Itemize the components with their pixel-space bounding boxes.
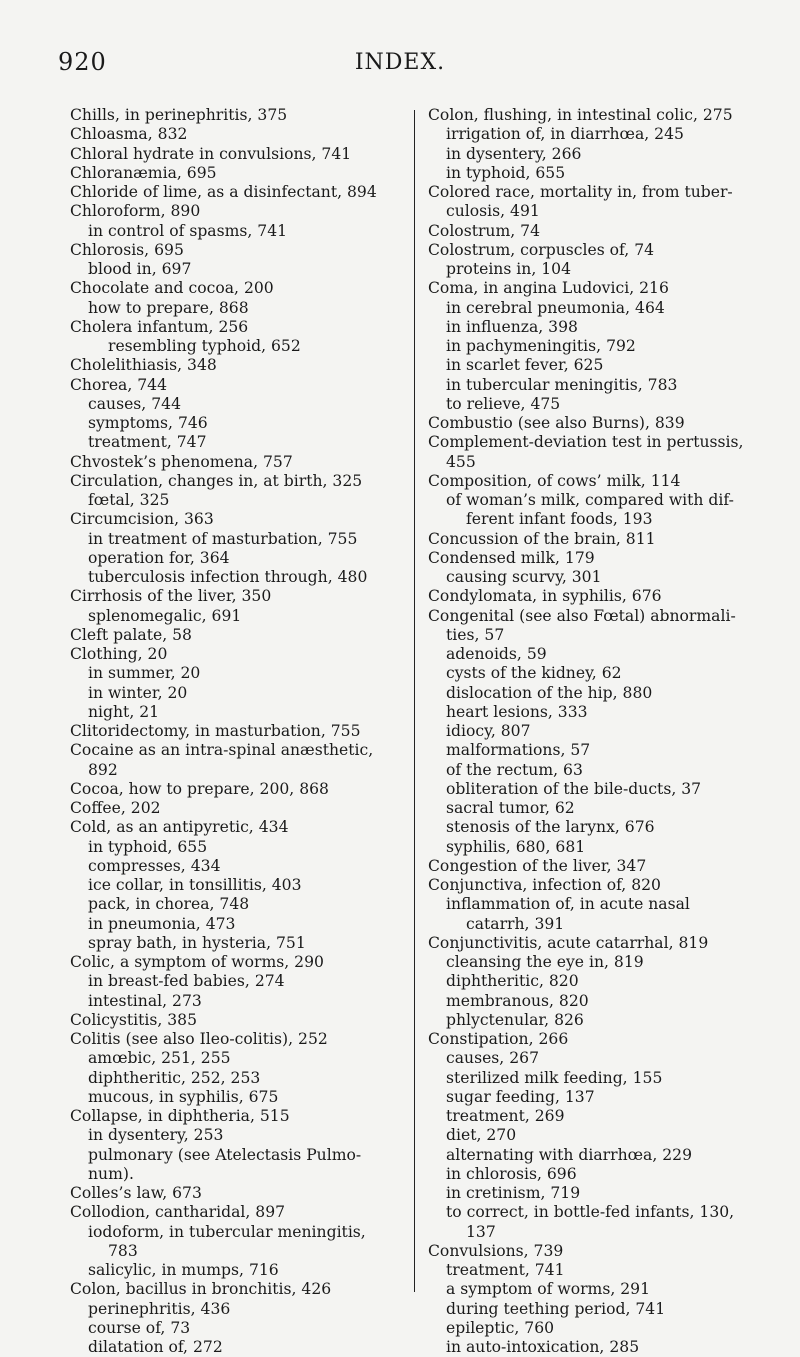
index-entry: Chills, in perinephritis, 375 (70, 106, 288, 124)
index-entry: salicylic, in mumps, 716 (88, 1261, 279, 1279)
index-entry: culosis, 491 (446, 202, 540, 221)
index-entry: pulmonary (see Atelectasis Pulmo- (88, 1145, 362, 1164)
index-entry: Concussion of the brain, 811 (428, 529, 656, 548)
index-entry: Colon, bacillus in bronchitis, 426 (70, 1280, 332, 1299)
index-entry: adenoids, 59 (446, 645, 547, 663)
index-entry: dilatation of, 272 (88, 1338, 223, 1356)
index-entry: causes, 267 (446, 1049, 539, 1068)
index-entry: Chloroform, 890 (70, 202, 201, 221)
index-entry: Colostrum, corpuscles of, 74 (428, 240, 655, 259)
index-entry: diphtheritic, 820 (446, 972, 579, 991)
index-entry: Condensed milk, 179 (428, 548, 595, 567)
index-entry: Chlorosis, 695 (70, 240, 184, 259)
index-entry: in chlorosis, 696 (446, 1164, 577, 1183)
index-entry: amœbic, 251, 255 (88, 1049, 231, 1068)
index-entry: Congenital (see also Fœtal) abnormali- (428, 606, 736, 625)
index-entry: during teething period, 741 (446, 1299, 666, 1318)
index-entry: in pachymeningitis, 792 (446, 337, 636, 355)
index-entry: diet, 270 (446, 1126, 517, 1145)
index-entry: in auto-intoxication, 285 (446, 1338, 640, 1356)
index-entry: a symptom of worms, 291 (446, 1280, 651, 1299)
index-entry: in tubercular meningitis, 783 (446, 375, 678, 394)
index-entry: sacral tumor, 62 (446, 799, 575, 817)
index-entry: in influenza, 398 (446, 317, 578, 336)
index-column-left (70, 106, 425, 1357)
index-entry: malformations, 57 (446, 741, 591, 760)
index-entry: diphtheritic, 252, 253 (88, 1068, 261, 1087)
index-entry: Chloride of lime, as a disinfectant, 894 (70, 183, 377, 201)
index-entry: dislocation of the hip, 880 (446, 683, 653, 702)
index-entry: tuberculosis infection through, 480 (88, 568, 368, 586)
index-entry: Conjunctivitis, acute catarrhal, 819 (428, 933, 709, 952)
index-entry: alternating with diarrhœa, 229 (446, 1145, 693, 1164)
index-entry: intestinal, 273 (88, 991, 202, 1010)
index-entry: obliteration of the bile-ducts, 37 (446, 779, 702, 798)
index-entry: Complement-deviation test in pertussis, (428, 433, 744, 452)
index-entry: Cocoa, how to prepare, 200, 868 (70, 779, 329, 798)
index-entry: Constipation, 266 (428, 1030, 569, 1048)
index-entry: sugar feeding, 137 (446, 1087, 595, 1106)
index-entry: Convulsions, 739 (428, 1241, 564, 1260)
index-entry: treatment, 741 (446, 1261, 565, 1279)
index-entry: irrigation of, in diarrhœa, 245 (446, 125, 684, 144)
index-entry: treatment, 269 (446, 1107, 565, 1125)
index-entry: in winter, 20 (88, 683, 188, 702)
index-entry: ice collar, in tonsillitis, 403 (88, 876, 302, 894)
index-entry: mucous, in syphilis, 675 (88, 1087, 279, 1106)
index-entry: Colostrum, 74 (428, 221, 541, 240)
index-entry: Circulation, changes in, at birth, 325 (70, 471, 363, 490)
index-entry: sterilized milk feeding, 155 (446, 1068, 663, 1087)
index-entry: splenomegalic, 691 (88, 606, 242, 625)
index-entry: Cholelithiasis, 348 (70, 356, 217, 375)
index-entry: Circumcision, 363 (70, 510, 214, 529)
index-entry: iodoform, in tubercular meningitis, (88, 1222, 366, 1241)
index-entry: Chloranæmia, 695 (70, 163, 217, 182)
index-entry: cysts of the kidney, 62 (446, 664, 622, 683)
page-title: INDEX. (354, 50, 446, 75)
index-entry: Cocaine as an intra-spinal anæsthetic, (70, 741, 374, 760)
index-entry: membranous, 820 (446, 991, 589, 1010)
index-entry: how to prepare, 868 (88, 298, 249, 317)
index-entry: in typhoid, 655 (88, 837, 208, 856)
index-entry: Combustio (see also Burns), 839 (428, 414, 685, 432)
index-entry: cleansing the eye in, 819 (446, 953, 644, 971)
index-entry: Colitis (see also Ileo-colitis), 252 (70, 1030, 328, 1048)
index-column-right (428, 106, 783, 1357)
index-entry: catarrh, 391 (466, 914, 565, 933)
index-entry: inflammation of, in acute nasal (446, 895, 690, 914)
index-entry: phlyctenular, 826 (446, 1010, 584, 1029)
index-entry: idiocy, 807 (446, 722, 531, 740)
index-entry: compresses, 434 (88, 856, 221, 875)
index-entry: in treatment of masturbation, 755 (88, 529, 358, 548)
index-entry: operation for, 364 (88, 548, 230, 567)
index-entry: Colic, a symptom of worms, 290 (70, 953, 324, 971)
index-entry: Clitoridectomy, in masturbation, 755 (70, 722, 361, 740)
index-entry: Coma, in angina Ludovici, 216 (428, 279, 669, 298)
page-header (0, 44, 800, 84)
index-entry: in summer, 20 (88, 664, 201, 683)
index-entry: to correct, in bottle-fed infants, 130, (446, 1203, 735, 1222)
index-entry: Chvostek’s phenomena, 757 (70, 452, 293, 471)
index-entry: Composition, of cows’ milk, 114 (428, 471, 681, 490)
index-entry: in control of spasms, 741 (88, 221, 288, 240)
index-entry: perinephritis, 436 (88, 1299, 231, 1318)
index-entry: 137 (466, 1222, 496, 1241)
index-entry: heart lesions, 333 (446, 702, 588, 721)
index-entry: Colored race, mortality in, from tuber- (428, 183, 733, 201)
index-entry: in scarlet fever, 625 (446, 356, 604, 375)
index-entry: of the rectum, 63 (446, 760, 583, 779)
index-entry: symptoms, 746 (88, 414, 208, 432)
index-entry: Collodion, cantharidal, 897 (70, 1203, 286, 1222)
index-entry: in breast-fed babies, 274 (88, 972, 285, 991)
index-entry: in cerebral pneumonia, 464 (446, 298, 665, 317)
index-entry: night, 21 (88, 702, 160, 721)
index-entry: ties, 57 (446, 625, 505, 644)
index-entry: Coffee, 202 (70, 799, 161, 817)
index-entry: in dysentery, 253 (88, 1126, 224, 1145)
index-entry: Chorea, 744 (70, 375, 168, 394)
index-entry: Chloasma, 832 (70, 125, 188, 144)
index-entry: resembling typhoid, 652 (108, 337, 301, 355)
index-entry: in pneumonia, 473 (88, 914, 236, 933)
page-number: 920 (58, 48, 107, 76)
index-entry: proteins in, 104 (446, 260, 572, 278)
index-entry: stenosis of the larynx, 676 (446, 818, 655, 837)
index-entry: Conjunctiva, infection of, 820 (428, 876, 661, 894)
index-entry: Cirrhosis of the liver, 350 (70, 587, 272, 606)
index-entry: Cleft palate, 58 (70, 625, 192, 644)
index-entry: Chocolate and cocoa, 200 (70, 279, 274, 298)
index-entry: Colicystitis, 385 (70, 1010, 198, 1029)
index-entry: causes, 744 (88, 394, 181, 413)
index-entry: in dysentery, 266 (446, 144, 582, 163)
index-entry: treatment, 747 (88, 433, 207, 452)
index-entry: causing scurvy, 301 (446, 568, 602, 586)
index-entry: Condylomata, in syphilis, 676 (428, 587, 662, 606)
index-entry: 892 (88, 760, 118, 779)
index-entry: 455 (446, 452, 476, 471)
index-entry: epileptic, 760 (446, 1318, 555, 1337)
index-entry: of woman’s milk, compared with dif- (446, 491, 734, 509)
index-entry: Collapse, in diphtheria, 515 (70, 1107, 290, 1125)
index-entry: in typhoid, 655 (446, 163, 566, 182)
column-divider (414, 110, 415, 1292)
index-entry: in cretinism, 719 (446, 1184, 581, 1202)
index-entry: Cholera infantum, 256 (70, 317, 249, 336)
index-entry: Chloral hydrate in convulsions, 741 (70, 144, 352, 163)
index-entry: Colles’s law, 673 (70, 1184, 202, 1202)
index-entry: Congestion of the liver, 347 (428, 856, 647, 875)
index-entry: Cold, as an antipyretic, 434 (70, 818, 289, 837)
index-entry: blood in, 697 (88, 260, 192, 278)
index-entry: Colon, flushing, in intestinal colic, 275 (428, 106, 733, 124)
index-entry: course of, 73 (88, 1318, 191, 1337)
index-entry: to relieve, 475 (446, 394, 561, 413)
index-entry: num). (88, 1164, 134, 1183)
index-entry: pack, in chorea, 748 (88, 895, 250, 914)
index-entry: spray bath, in hysteria, 751 (88, 933, 306, 952)
index-entry: syphilis, 680, 681 (446, 837, 586, 856)
index-entry: Clothing, 20 (70, 645, 168, 663)
index-entry: ferent infant foods, 193 (466, 510, 653, 529)
index-entry: 783 (108, 1241, 138, 1260)
index-entry: fœtal, 325 (88, 491, 170, 509)
